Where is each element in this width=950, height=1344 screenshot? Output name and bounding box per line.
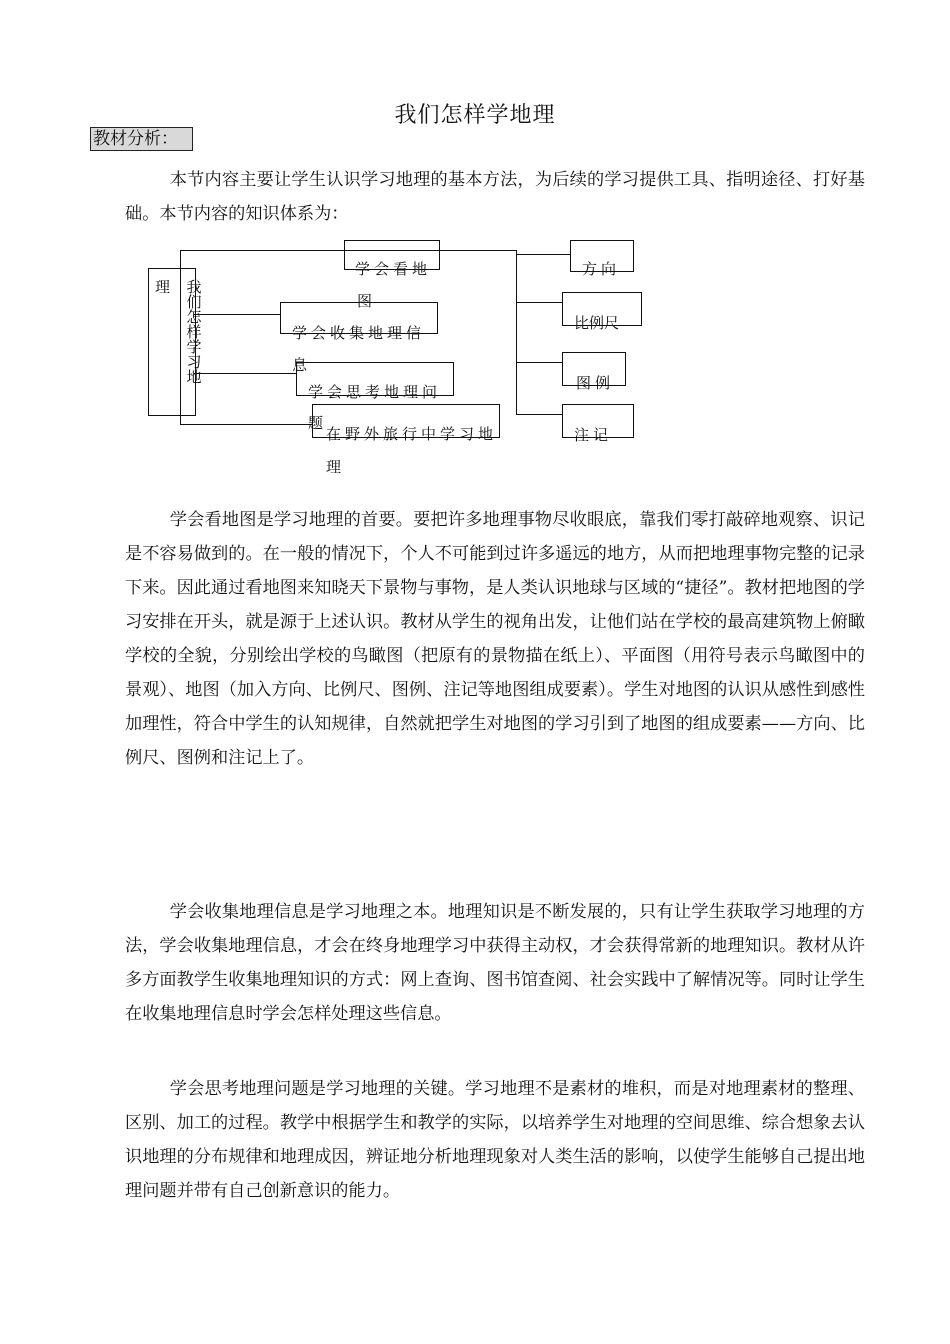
element-legend: 图例 [576,374,615,392]
think-connector [194,373,296,374]
branch-think-line2: 题 [308,414,328,432]
bottom-connector [180,424,312,425]
element-direction: 方向 [582,260,621,278]
branch-map-line1: 学会看地 [355,260,432,278]
annotation-connector [516,414,562,415]
branch-think-line1: 学会思考地理问 [308,383,442,401]
elements-connector [516,250,517,414]
paragraph-think: 学会思考地理问题是学习地理的关键。学习地理不是素材的堆积，而是对地理素材的整理、区别、加工的过程。教学中根据学生和教学的实际，以培养学生对地理的空间思维、综合想象去认识地理的分布规律和地理成因，辨证地分析地理现象对人类生活的影响，以使学生能够自己提出地理问题并带有自己创新意识的能力。 [125,1079,865,1201]
branch-field-line1: 在野外旅行中学习地 [326,425,498,443]
knowledge-structure-diagram [140,232,660,482]
branch-collect-line1: 学会收集地理信 [292,324,426,342]
direction-connector [516,254,570,255]
paragraph-collect: 学会收集地理信息是学习地理之本。地理知识是不断发展的，只有让学生获取学习地理的方法，学会收集地理信息，才会在终身地理学习中获得主动权，才会获得常新的地理知识。教材从许多方面教学生收集地理知识的方式：网上查询、图书馆查阅、社会实践中了解情况等。同时让学生在收集地理信息时学会怎样处理这些信息。 [125,902,865,1024]
root-vertical-label: 我们怎样学习地 [186,278,202,386]
page-title: 我们怎样学地理 [394,103,556,128]
element-annotation: 注记 [574,426,613,444]
branch-field-line2: 理 [326,458,346,476]
element-scale: 比例尺 [574,314,620,332]
legend-connector [516,362,562,363]
section-label: 教材分析： [90,127,193,151]
left-connector [180,250,181,424]
paragraph-map: 学会看地图是学习地理的首要。要把许多地理事物尽收眼底，靠我们零打敲碎地观察、识记是不容易做到的。在一般的情况下，个人不可能到过许多遥远的地方，从而把地理事物完整的记录下来。因此通过看地图来知晓天下景物与事物，是人类认识地球与区域的“捷径”。教材把地图的学习安排在开头，就是源于上述认识。教材从学生的视角出发，让他们站在学校的最高建筑物上俯瞰学校的全貌，分别绘出学校的鸟瞰图（把原有的景物描在纸上）、平面图（用符号表示鸟瞰图中的景观）、地图（加入方向、比例尺、图例、注记等地图组成要素）。学生对地图的认识从感性到感性加理性，符合中学生的认知规律，自然就把学生对地图的学习引到了地图的组成要素——方向、比例尺、图例和注记上了。 [125,510,865,768]
collect-connector [194,314,280,315]
intro-paragraph: 本节内容主要让学生认识学习地理的基本方法，为后续的学习提供工具、指明途径、打好基础。本节内容的知识体系为： [125,170,865,224]
branch-map-line2: 图 [357,292,377,310]
scale-connector [516,302,562,303]
root-extra-char: 理 [155,278,175,296]
branch-collect-line2: 息 [292,356,312,374]
